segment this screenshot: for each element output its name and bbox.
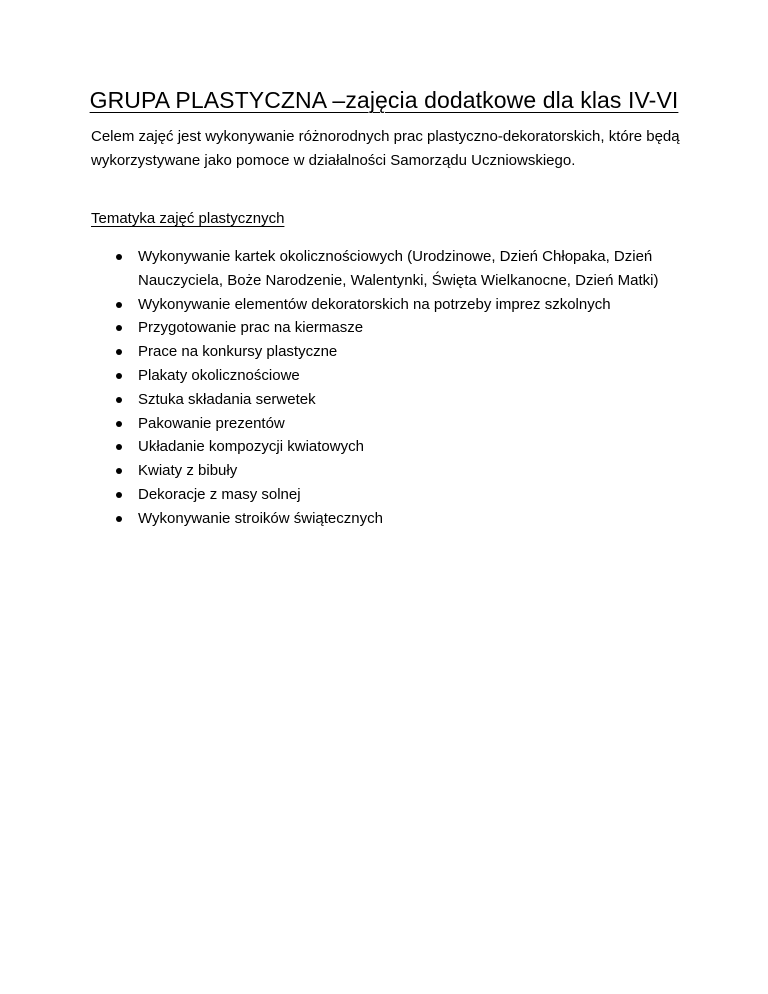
- intro-paragraph: Celem zajęć jest wykonywanie różnorodnych prac plastyczno-dekoratorskich, które będą wykorzystywane jako pomoce w działalności Samorządu Uczniowskiego.: [91, 128, 680, 169]
- list-item-text: Wykonywanie kartek okolicznościowych (Urodzinowe, Dzień Chłopaka, Dzień Nauczyciela, Boże Narodzenie, Walentynki, Święta Wielkanocne, Dzień Matki): [138, 248, 659, 289]
- list-item: [116, 459, 676, 483]
- bullet-icon: [116, 397, 122, 403]
- list-item-text: Wykonywanie elementów dekoratorskich na potrzeby imprez szkolnych: [138, 295, 611, 313]
- list-item-text: Prace na konkursy plastyczne: [138, 343, 338, 361]
- list-item-text: Kwiaty z bibuły: [138, 462, 238, 480]
- list-item-text: Układanie kompozycji kwiatowych: [138, 438, 364, 456]
- bullet-icon: [116, 349, 122, 355]
- bullet-icon: [116, 325, 122, 331]
- list-item: [116, 483, 676, 507]
- document-title: [0, 84, 768, 116]
- section-heading: [91, 208, 284, 230]
- list-item-text: Wykonywanie stroików świątecznych: [138, 509, 383, 527]
- list-item: [116, 245, 676, 293]
- bullet-icon: [116, 468, 122, 474]
- list-item: [116, 412, 676, 436]
- list-item: [116, 388, 676, 412]
- list-item: [116, 316, 676, 340]
- bullet-icon: [116, 492, 122, 498]
- list-item-text: Dekoracje z masy solnej: [138, 485, 301, 503]
- section-heading-text: Tematyka zajęć plastycznych: [91, 210, 285, 227]
- bullet-icon: [116, 444, 122, 450]
- bullet-icon: [116, 421, 122, 427]
- list-item-text: Przygotowanie prac na kiermasze: [138, 319, 364, 337]
- list-item-text: Sztuka składania serwetek: [138, 390, 316, 408]
- bullet-icon: [116, 516, 122, 522]
- list-item: [116, 364, 676, 388]
- document-title-text: GRUPA PLASTYCZNA –zajęcia dodatkowe dla klas IV-VI: [89, 87, 679, 113]
- list-item-text: Plakaty okolicznościowe: [138, 366, 300, 384]
- bullet-icon: [116, 254, 122, 260]
- list-item: [116, 435, 676, 459]
- topics-list: [116, 245, 676, 531]
- list-item: [116, 293, 676, 317]
- list-item: [116, 507, 676, 531]
- bullet-icon: [116, 302, 122, 308]
- list-item: [116, 340, 676, 364]
- list-item-text: Pakowanie prezentów: [138, 414, 285, 432]
- bullet-icon: [116, 373, 122, 379]
